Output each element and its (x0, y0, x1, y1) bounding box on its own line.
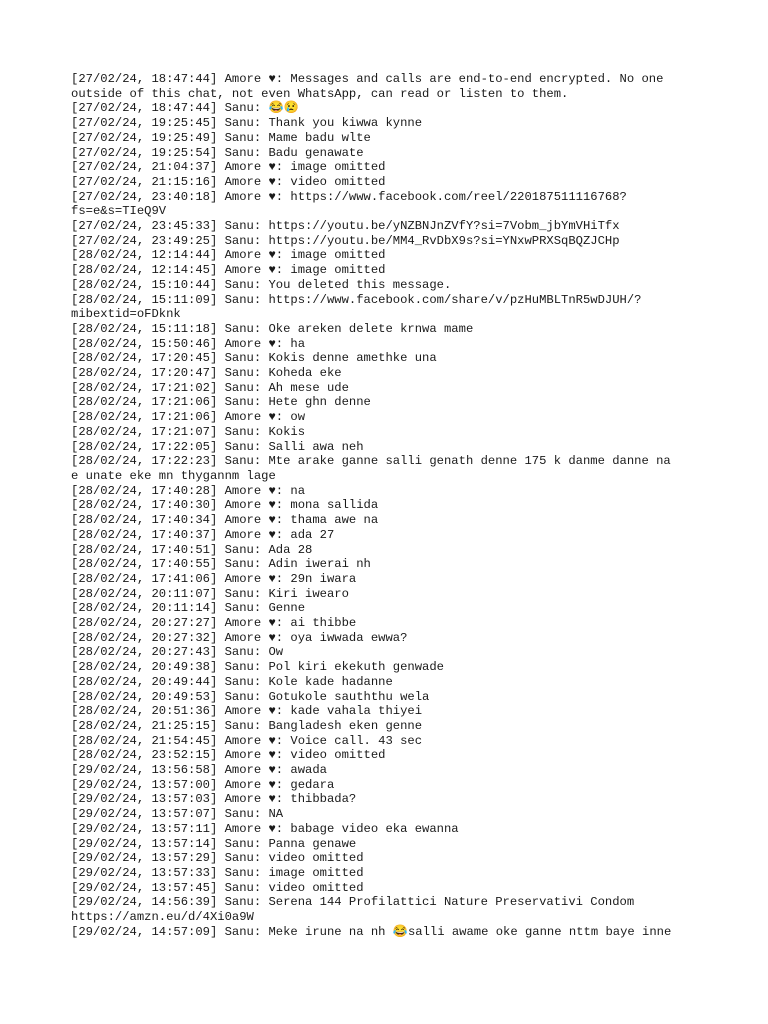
chat-line: [28/02/24, 20:27:43] Sanu: Ow (71, 645, 284, 660)
chat-line: [28/02/24, 20:49:38] Sanu: Pol kiri ekekuth genwade (71, 660, 444, 675)
chat-line: [28/02/24, 15:50:46] Amore ♥: ha (71, 336, 306, 351)
chat-line: [27/02/24, 19:25:45] Sanu: Thank you kiwwa kynne (71, 116, 423, 131)
chat-line: [28/02/24, 17:20:47] Sanu: Koheda eke (71, 366, 342, 381)
chat-line: [28/02/24, 21:54:45] Amore ♥: Voice call. 43 sec (71, 733, 423, 748)
chat-line: [28/02/24, 20:51:36] Amore ♥: kade vahala thiyei (71, 704, 423, 719)
chat-line: [29/02/24, 13:56:58] Amore ♥: awada (71, 763, 327, 778)
chat-line: [28/02/24, 20:11:07] Sanu: Kiri iwearo (71, 586, 349, 601)
chat-line: [27/02/24, 23:40:18] Amore ♥: https://www.facebook.com/reel/220187511116768? (71, 189, 627, 204)
chat-line: [28/02/24, 20:49:53] Sanu: Gotukole sauththu wela (71, 689, 430, 704)
chat-line: e unate eke mn thygannm lage (71, 468, 276, 483)
chat-line: [28/02/24, 20:27:27] Amore ♥: ai thibbe (71, 616, 357, 631)
chat-line: [27/02/24, 19:25:49] Sanu: Mame badu wlte (71, 130, 371, 145)
chat-line: [28/02/24, 15:10:44] Sanu: You deleted this message. (71, 277, 452, 292)
chat-line: [29/02/24, 14:57:09] Sanu: Meke irune na nh 😂salli awame oke ganne nttm baye inne (71, 924, 672, 939)
chat-line: [29/02/24, 13:57:33] Sanu: image omitted (71, 865, 364, 880)
chat-line: [27/02/24, 21:04:37] Amore ♥: image omitted (71, 160, 386, 175)
chat-line: [27/02/24, 19:25:54] Sanu: Badu genawate (71, 145, 364, 160)
chat-line: [27/02/24, 23:45:33] Sanu: https://youtu.be/yNZBNJnZVfY?si=7Vobm_jbYmVHiTfx (71, 219, 620, 234)
chat-line: [28/02/24, 17:21:06] Amore ♥: ow (71, 410, 306, 425)
chat-line: [29/02/24, 13:57:11] Amore ♥: babage video eka ewanna (71, 821, 459, 836)
chat-line: [28/02/24, 20:27:32] Amore ♥: oya iwwada ewwa? (71, 630, 408, 645)
chat-line: [28/02/24, 17:41:06] Amore ♥: 29n iwara (71, 571, 357, 586)
chat-line: [28/02/24, 20:49:44] Sanu: Kole kade hadanne (71, 674, 393, 689)
chat-line: [29/02/24, 13:57:07] Sanu: NA (71, 807, 284, 822)
chat-line: [28/02/24, 17:40:30] Amore ♥: mona sallida (71, 498, 379, 513)
chat-line: [28/02/24, 17:40:34] Amore ♥: thama awe na (71, 513, 379, 528)
chat-line: [27/02/24, 18:47:44] Amore ♥: Messages and calls are end-to-end encrypted. No one (71, 72, 664, 86)
chat-line: [29/02/24, 13:57:00] Amore ♥: gedara (71, 777, 335, 792)
chat-log (71, 72, 701, 939)
chat-line: [29/02/24, 13:57:03] Amore ♥: thibbada? (71, 792, 357, 807)
chat-line: [28/02/24, 12:14:44] Amore ♥: image omitted (71, 248, 386, 263)
chat-line: [28/02/24, 17:21:06] Sanu: Hete ghn denne (71, 395, 371, 410)
chat-line: [27/02/24, 18:47:44] Sanu: 😂😢 (71, 101, 299, 116)
chat-line: [28/02/24, 17:21:07] Sanu: Kokis (71, 424, 306, 439)
chat-line: [27/02/24, 23:49:25] Sanu: https://youtu.be/MM4_RvDbX9s?si=YNxwPRXSqBQZJCHp (71, 233, 620, 248)
chat-line: [28/02/24, 17:21:02] Sanu: Ah mese ude (71, 380, 349, 395)
chat-line: mibextid=oFDknk (71, 307, 181, 322)
chat-line: [28/02/24, 15:11:18] Sanu: Oke areken delete krnwa mame (71, 321, 474, 336)
chat-line: [29/02/24, 13:57:14] Sanu: Panna genawe (71, 836, 357, 851)
chat-line: [28/02/24, 23:52:15] Amore ♥: video omitted (71, 748, 386, 763)
chat-line: outside of this chat, not even WhatsApp, can read or listen to them. (71, 86, 569, 101)
chat-line: [29/02/24, 14:56:39] Sanu: Serena 144 Profilattici Nature Preservativi Condom (71, 895, 635, 910)
chat-line: fs=e&s=TIeQ9V (71, 204, 167, 219)
chat-line: https://amzn.eu/d/4Xi0a9W (71, 910, 254, 925)
chat-line: [28/02/24, 17:20:45] Sanu: Kokis denne amethke una (71, 351, 437, 366)
chat-line: [28/02/24, 17:22:23] Sanu: Mte arake ganne salli genath denne 175 k danme danne na (71, 454, 671, 469)
chat-line: [28/02/24, 17:22:05] Sanu: Salli awa neh (71, 439, 364, 454)
chat-line: [28/02/24, 17:40:51] Sanu: Ada 28 (71, 542, 313, 557)
chat-line: [28/02/24, 17:40:28] Amore ♥: na (71, 483, 306, 498)
chat-line: [28/02/24, 15:11:09] Sanu: https://www.facebook.com/share/v/pzHuMBLTnR5wDJUH/? (71, 292, 642, 307)
chat-line: [28/02/24, 12:14:45] Amore ♥: image omitted (71, 263, 386, 278)
chat-line: [28/02/24, 20:11:14] Sanu: Genne (71, 601, 306, 616)
chat-line: [28/02/24, 17:40:55] Sanu: Adin iwerai nh (71, 557, 371, 572)
chat-line: [28/02/24, 21:25:15] Sanu: Bangladesh eken genne (71, 718, 423, 733)
chat-line: [29/02/24, 13:57:29] Sanu: video omitted (71, 851, 364, 866)
chat-line: [29/02/24, 13:57:45] Sanu: video omitted (71, 880, 364, 895)
chat-line: [28/02/24, 17:40:37] Amore ♥: ada 27 (71, 527, 335, 542)
chat-line: [27/02/24, 21:15:16] Amore ♥: video omitted (71, 174, 386, 189)
